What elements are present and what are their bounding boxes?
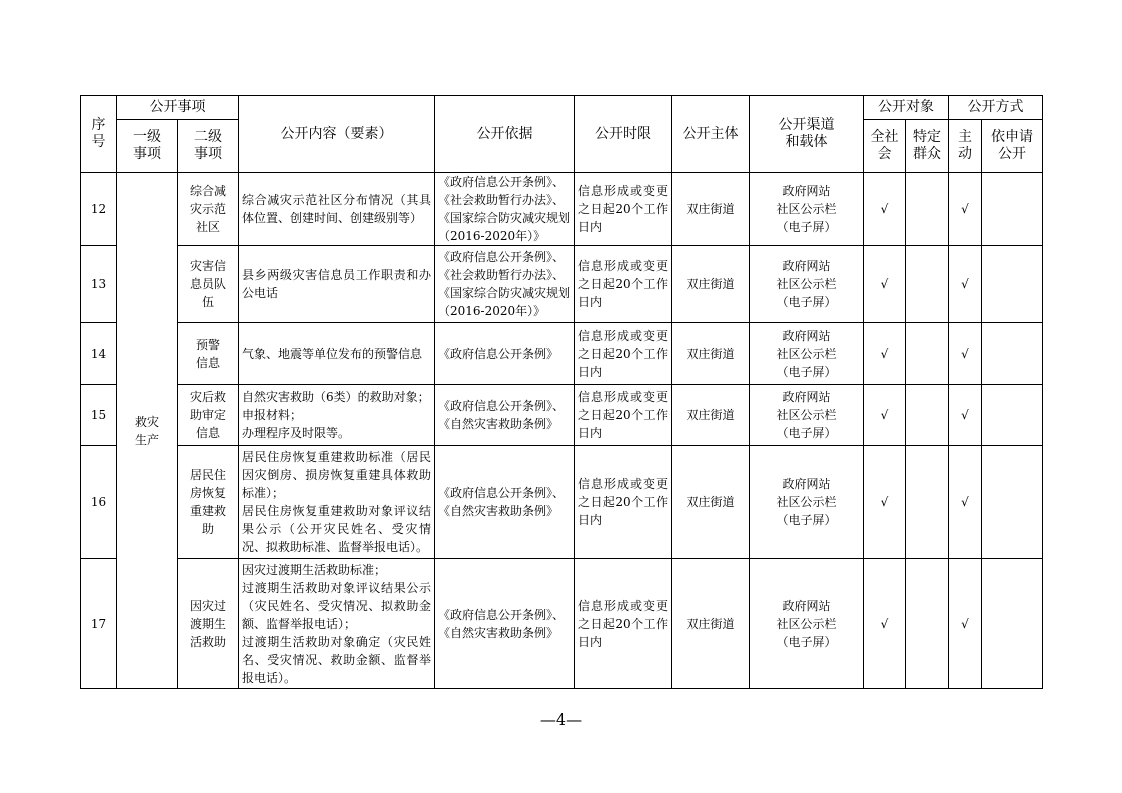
row-time: 信息形成或变更之日起20个工作日内	[575, 559, 672, 689]
row-number: 14	[81, 323, 117, 385]
header-mode-request: 依申请 公开	[982, 120, 1043, 173]
header-channel: 公开渠道 和载体	[750, 96, 864, 173]
row-target-all: √	[864, 446, 906, 559]
row-time: 信息形成或变更之日起20个工作日内	[575, 323, 672, 385]
row-subject: 双庄街道	[672, 246, 750, 323]
table-row	[81, 323, 1043, 385]
header-target-group: 公开对象	[864, 96, 949, 120]
row-mode-request	[982, 446, 1043, 559]
row-item: 综合减 灾示范 社区	[178, 173, 239, 246]
table-row	[81, 173, 1043, 246]
row-target-specific	[906, 246, 949, 323]
row-basis: 《政府信息公开条例》、 《社会救助暂行办法》、 《国家综合防灾减灾规划（2016-2020年）》	[435, 246, 575, 323]
row-target-all: √	[864, 246, 906, 323]
row-target-all: √	[864, 385, 906, 446]
row-target-all: √	[864, 559, 906, 689]
row-subject: 双庄街道	[672, 446, 750, 559]
row-basis: 《政府信息公开条例》、 《自然灾害救助条例》	[435, 385, 575, 446]
row-mode-request	[982, 385, 1043, 446]
header-subject: 公开主体	[672, 96, 750, 173]
row-time: 信息形成或变更之日起20个工作日内	[575, 385, 672, 446]
row-content: 因灾过渡期生活救助标准； 过渡期生活救助对象评议结果公示（灾民姓名、受灾情况、拟救助金额、监督举报电话）； 过渡期生活救助对象确定（灾民姓名、受灾情况、救助金额、监督举报电话）。	[239, 559, 435, 689]
header-content: 公开内容（要素）	[239, 96, 435, 173]
row-time: 信息形成或变更之日起20个工作日内	[575, 173, 672, 246]
row-mode-active: √	[949, 385, 982, 446]
header-seq: 序 号	[81, 96, 117, 173]
disclosure-table	[80, 95, 1043, 689]
row-target-all: √	[864, 323, 906, 385]
row-mode-request	[982, 173, 1043, 246]
row-basis: 《政府信息公开条例》、 《社会救助暂行办法》、 《国家综合防灾减灾规划（2016-2020年）》	[435, 173, 575, 246]
category-cell: 救灾 生产	[117, 173, 178, 689]
row-mode-active: √	[949, 323, 982, 385]
row-subject: 双庄街道	[672, 559, 750, 689]
row-channel: 政府网站 社区公示栏 （电子屏）	[750, 323, 864, 385]
row-subject: 双庄街道	[672, 323, 750, 385]
row-mode-active: √	[949, 559, 982, 689]
table-row	[81, 446, 1043, 559]
row-channel: 政府网站 社区公示栏 （电子屏）	[750, 246, 864, 323]
row-mode-request	[982, 323, 1043, 385]
table-row	[81, 246, 1043, 323]
row-number: 15	[81, 385, 117, 446]
row-subject: 双庄街道	[672, 385, 750, 446]
row-number: 13	[81, 246, 117, 323]
page-number: —4—	[539, 710, 583, 729]
row-content: 气象、地震等单位发布的预警信息	[239, 323, 435, 385]
row-item: 预警 信息	[178, 323, 239, 385]
row-basis: 《政府信息公开条例》、 《自然灾害救助条例》	[435, 446, 575, 559]
row-target-specific	[906, 323, 949, 385]
row-content: 居民住房恢复重建救助标准（居民因灾倒房、损房恢复重建具体救助标准）； 居民住房恢复重建救助对象评议结果公示（公开灾民姓名、受灾情况、拟救助标准、监督举报电话）。	[239, 446, 435, 559]
row-number: 12	[81, 173, 117, 246]
row-content: 综合减灾示范社区分布情况（其具体位置、创建时间、创建级别等）	[239, 173, 435, 246]
row-target-specific	[906, 446, 949, 559]
row-basis: 《政府信息公开条例》、 《自然灾害救助条例》	[435, 559, 575, 689]
row-item: 因灾过 渡期生 活救助	[178, 559, 239, 689]
row-mode-active: √	[949, 246, 982, 323]
row-number: 17	[81, 559, 117, 689]
row-basis: 《政府信息公开条例》	[435, 323, 575, 385]
row-channel: 政府网站 社区公示栏 （电子屏）	[750, 173, 864, 246]
header-mode-group: 公开方式	[949, 96, 1043, 120]
header-target-all: 全社 会	[864, 120, 906, 173]
header-target-specific: 特定 群众	[906, 120, 949, 173]
row-target-specific	[906, 173, 949, 246]
row-time: 信息形成或变更之日起20个工作日内	[575, 446, 672, 559]
row-item: 居民住 房恢复 重建救 助	[178, 446, 239, 559]
header-item-group: 公开事项	[117, 96, 239, 120]
row-time: 信息形成或变更之日起20个工作日内	[575, 246, 672, 323]
header-level1: 一级 事项	[117, 120, 178, 173]
row-mode-request	[982, 559, 1043, 689]
row-content: 自然灾害救助（6类）的救助对象； 申报材料； 办理程序及时限等。	[239, 385, 435, 446]
table-row	[81, 385, 1043, 446]
header-time-limit: 公开时限	[575, 96, 672, 173]
row-mode-request	[982, 246, 1043, 323]
row-item: 灾后救 助审定 信息	[178, 385, 239, 446]
header-level2: 二级 事项	[178, 120, 239, 173]
row-item: 灾害信 息员队 伍	[178, 246, 239, 323]
row-mode-active: √	[949, 173, 982, 246]
row-subject: 双庄街道	[672, 173, 750, 246]
row-target-specific	[906, 559, 949, 689]
row-mode-active: √	[949, 446, 982, 559]
row-channel: 政府网站 社区公示栏 （电子屏）	[750, 446, 864, 559]
row-number: 16	[81, 446, 117, 559]
row-target-all: √	[864, 173, 906, 246]
header-basis: 公开依据	[435, 96, 575, 173]
header-mode-active: 主 动	[949, 120, 982, 173]
row-target-specific	[906, 385, 949, 446]
row-channel: 政府网站 社区公示栏 （电子屏）	[750, 385, 864, 446]
row-channel: 政府网站 社区公示栏 （电子屏）	[750, 559, 864, 689]
row-content: 县乡两级灾害信息员工作职责和办公电话	[239, 246, 435, 323]
table-row	[81, 559, 1043, 689]
